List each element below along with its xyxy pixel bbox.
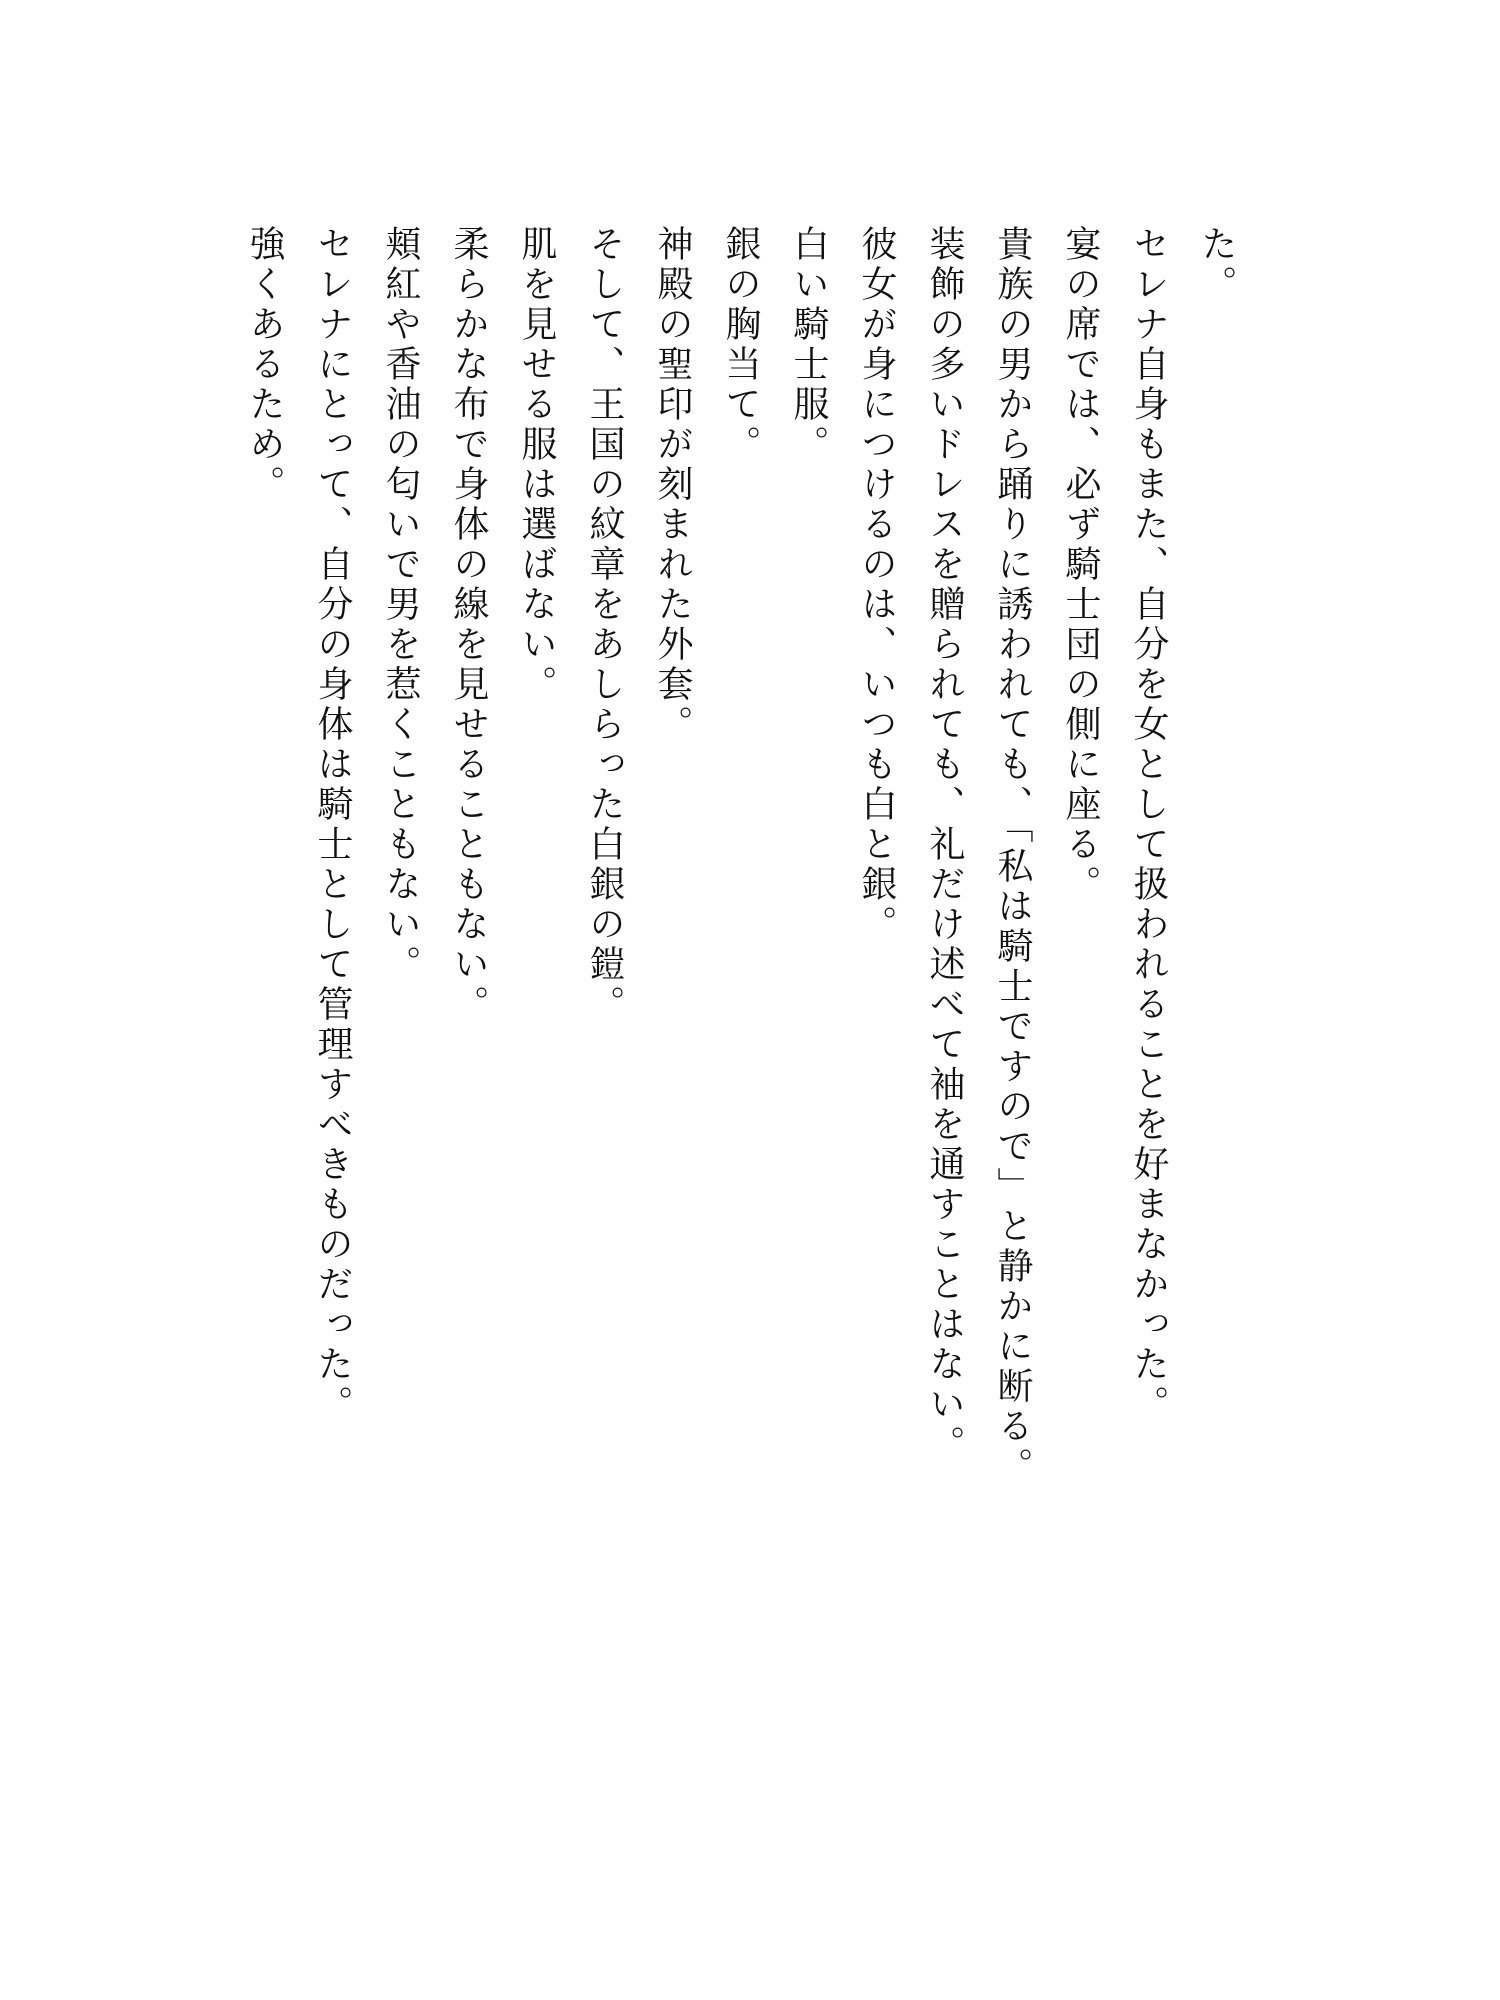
text-line: 柔らかな布で身体の線を見せることもない。 — [448, 225, 489, 1025]
vertical-text-body — [230, 225, 1250, 1487]
text-line: 貴族の男から踊りに誘われても、「私は騎士ですので」と静かに断る。 — [992, 225, 1033, 1487]
text-line: た。 — [1196, 225, 1237, 305]
text-line: 頬紅や香油の匂いで男を惹くこともない。 — [380, 225, 421, 985]
text-line: 彼女が身につけるのは、いつも白と銀。 — [856, 225, 897, 945]
text-line: 銀の胸当て。 — [720, 225, 761, 465]
text-line: セレナ自身もまた、自分を女として扱われることを好まなかった。 — [1128, 225, 1169, 1425]
text-line: 白い騎士服。 — [788, 225, 829, 465]
text-line: 強くあるため。 — [244, 225, 285, 505]
text-line: そして、王国の紋章をあしらった白銀の鎧。 — [584, 225, 625, 1025]
text-line: 神殿の聖印が刻まれた外套。 — [652, 225, 693, 745]
text-line: 肌を見せる服は選ばない。 — [516, 225, 557, 705]
text-line: 宴の席では、必ず騎士団の側に座る。 — [1060, 225, 1101, 905]
text-line: 装飾の多いドレスを贈られても、礼だけ述べて袖を通すことはない。 — [924, 225, 965, 1465]
text-line: セレナにとって、自分の身体は騎士として管理すべきものだった。 — [312, 225, 353, 1425]
